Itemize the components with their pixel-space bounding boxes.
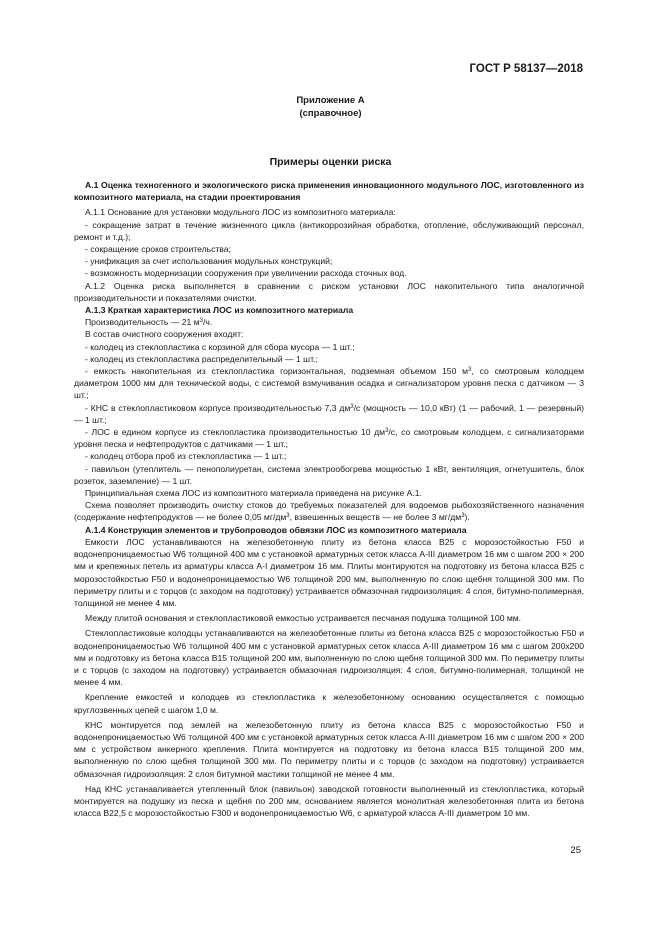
list-item: - ЛОС в едином корпусе из стеклопластика производительностью 10 $дм^3/с$, со смотровым колодцем, с сигнализаторами уровня песка и нефтепродуктов с датчиками — 1 шт.; (74, 427, 584, 450)
section-title: Примеры оценки риска (269, 156, 392, 168)
list-item: - сокращение затрат в течение жизненного цикла (антикоррозийная обработка, отопление, обслуживающий персонал, ремонт и т.д.); (74, 219, 584, 242)
paragraph: КНС монтируется под землей на железобетонную плиту из бетона класса В25 с морозостойкостью F50 и водонепроницаемостью W6 толщиной 400 мм с установкой арматурных сеток класса А-III диаметром 16 мм с шагом 200 × 200 мм с устройством анкерного крепления. Плита монтируется на подготовку из бетона класса В15 толщиной 200 мм, выполненную по слою щебня толщиной 300 мм. По периметру плиты и с торцов (с заходом на подготовку) устраивается обмазочная гидроизоляция: 2 слоя битумной мастики толщиной не менее 4 мм. (74, 719, 584, 779)
appendix-label: Приложение А (296, 95, 365, 106)
composition-intro: В состав очистного сооружения входят: (85, 329, 244, 340)
heading-a1: А.1 Оценка техногенного и экологического риска применения инновационного модульного ЛОС, изготовленного из композитного материала, на стадии проектирования (74, 180, 584, 203)
paragraph: Между плитой основания и стеклопластиковой емкостью устраивается песчаная подушка толщиной 100 мм. (85, 613, 522, 624)
para-scheme-detail: Схема позволяет производить очистку стоков до требуемых показателей для водоемов рыбохозяйственного назначения (содержание нефтепродуктов — не более 0,05 $мг/дм^3$, взвешенных веществ — не более 3 $мг/дм^3$). (74, 500, 584, 523)
heading-a113: А.1.3 Краткая характеристика ЛОС из композитного материала (85, 305, 354, 316)
list-item: - колодец из стеклопластика распределительный — 1 шт.; (85, 353, 318, 364)
list-item: - емкость накопительная из стеклопластика горизонтальная, подземная объемом 150 $м^3$, со смотровым колодцем диаметром 1000 мм для технической воды, с системой взмучивания осадка и сигнализатором уровня песка с датчиком — 3 шт.; (74, 366, 585, 401)
paragraph: Емкости ЛОС устанавливаются на железобетонную плиту из бетона класса В25 с морозостойкостью F50 и водонепроницаемостью W6 толщиной 400 мм с установкой арматурных сеток класса А-III диаметром 16 мм с шагом 200 × 200 мм и крепежных петель из арматуры класса А-I диаметром 16 мм. Плиты монтируются на подготовку из бетона класса В25 с морозостойкостью F50 и водонепроницаемостью W6 толщиной 200 мм, выполненную по слою щебня толщиной 300 мм. По периметру плиты и с торцов (с заходом на подготовку) устраивается обмазочная гидроизоляция: 4 слоя, битумно-полимерная, толщиной не менее 4 мм. (74, 536, 584, 608)
para-scheme: Принципиальная схема ЛОС из композитного материала приведена на рисунке А.1. (85, 488, 422, 499)
paragraph: Над КНС устанавливается утепленный блок (павильон) заводской готовности выполненный из стеклопластика, который монтируется на подушку из песка и щебня по 200 мм, основанием является монолитная железобетонная плита из бетона класса В22,5 с морозостойкостью F300 и водонепроницаемостью W6, с арматурой класса А-III диаметром 10 мм. (74, 783, 584, 819)
appendix-subtitle: (справочное) (299, 107, 362, 119)
page-number: 25 (570, 845, 581, 856)
standard-header: ГОСТ Р 58137—2018 (469, 63, 583, 75)
list-item: - унификация за счет использования модульных конструкций; (85, 256, 333, 267)
appendix-title (0, 95, 661, 120)
list-item: - возможность модернизации сооружения при увеличении расхода сточных вод. (85, 268, 407, 279)
list-item: - колодец отбора проб из стеклопластика — 1 шт.; (85, 451, 287, 462)
paragraph: Стеклопластиковые колодцы устанавливаются на железобетонные плиты из бетона класса В25 с морозостойкостью F50 и водонепроницаемостью W6 толщиной 400 мм с установкой арматурных сеток класса А-III диаметром 16 мм с шагом 200х200 мм и подготовку из бетона класса В15 толщиной 200 мм, выполненную по слою щебня толщиной 300 мм. По периметру плиты и с торцов (с заходом на подготовку) устраивается обмазочная гидроизоляция: 4 слоя, битумно-полимерная, толщиной не менее 4 мм. (74, 628, 584, 688)
para-a112: А.1.2 Оценка риска выполняется в сравнении с риском установки ЛОС накопительного типа аналогичной производительности и показателями очистки. (74, 280, 584, 303)
document-body (74, 179, 584, 819)
para-a111: А.1.1 Основание для установки модульного ЛОС из композитного материала: (85, 207, 396, 218)
list-item: - КНС в стеклопластиковом корпусе производительностью 7,3 $дм^3/с$ (мощность — 10,0 кВт) (1 — рабочий, 1 — резервный) — 1 шт.; (74, 402, 585, 425)
paragraph: Крепление емкостей и колодцев из стеклопластика к железобетонному основанию осуществляется с помощью круглозвенных цепей с шагом 1,0 м. (74, 692, 584, 715)
heading-a114: А.1.4 Конструкция элементов и трубопроводов обвязки ЛОС из композитного материала (85, 524, 467, 535)
productivity: Производительность — 21 $м^3/ч$. (85, 317, 213, 328)
list-item: - сокращение сроков строительства; (85, 244, 231, 255)
list-item: - колодец из стеклопластика с корзиной для сбора мусора — 1 шт.; (85, 341, 355, 352)
list-item: - павильон (утеплитель — пенополиуретан, система электрообогрева мощностью 1 кВт, вентиляция, огнетушитель, блок розеток, заземление) — 1 шт. (74, 463, 584, 486)
